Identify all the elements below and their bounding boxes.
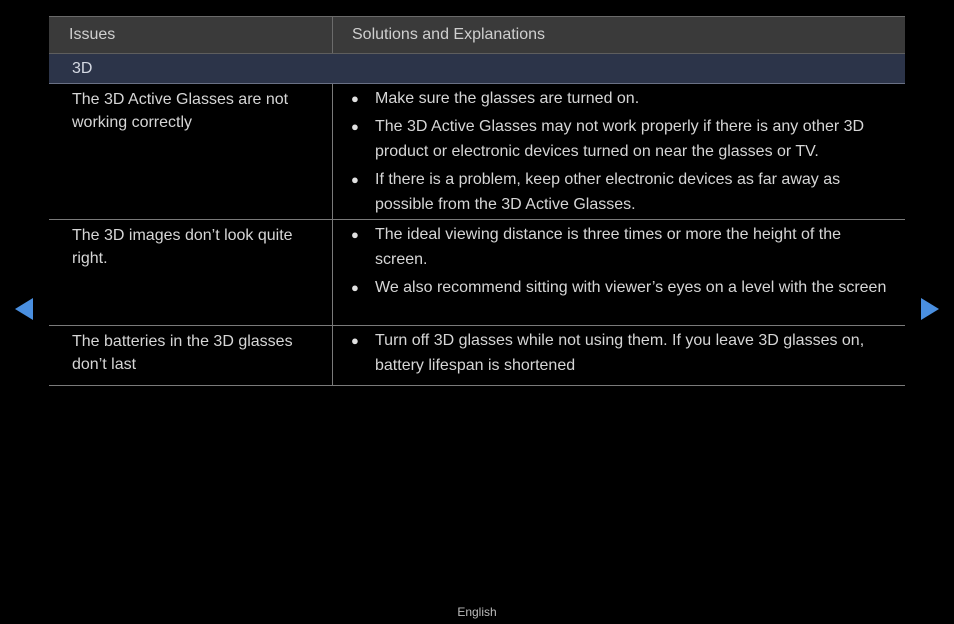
solution-cell [333,220,905,325]
bullet-icon: ● [351,280,359,295]
issue-cell: The 3D Active Glasses are not working correctly [49,84,333,219]
solution-text: We also recommend sitting with viewer’s eyes on a level with the screen [375,279,887,296]
solution-item [333,275,893,300]
solution-item [333,167,893,217]
table-header [49,16,905,54]
table-row [49,326,905,386]
solution-cell [333,84,905,219]
table-row [49,220,905,326]
solution-text: The 3D Active Glasses may not work properly if there is any other 3D product or electronic devices turned on near the glasses or TV. [375,118,865,160]
prev-page-icon[interactable] [15,298,33,320]
solution-item [333,114,893,164]
solution-text: Turn off 3D glasses while not using them. If you leave 3D glasses on, battery lifespan is shortened [375,332,865,374]
bullet-icon: ● [351,333,359,348]
solution-text: Make sure the glasses are turned on. [375,90,640,107]
next-page-icon[interactable] [921,298,939,320]
category-row: 3D [49,54,905,84]
header-solutions: Solutions and Explanations [352,26,546,43]
language-label: English [457,605,497,619]
issue-cell: The 3D images don’t look quite right. [49,220,333,325]
bullet-icon: ● [351,172,359,187]
bullet-icon: ● [351,91,359,106]
issue-cell: The batteries in the 3D glasses don’t last [49,326,333,385]
solution-item [333,328,893,378]
header-issues: Issues [49,17,333,53]
bullet-icon: ● [351,227,359,242]
solution-text: If there is a problem, keep other electronic devices as far away as possible from the 3D Active Glasses. [375,171,841,213]
table-row [49,84,905,220]
solution-text: The ideal viewing distance is three times or more the height of the screen. [375,226,842,268]
solution-cell [333,326,905,385]
troubleshooting-table [49,16,905,386]
solution-item [333,222,893,272]
bullet-icon: ● [351,119,359,134]
solution-item [333,86,893,111]
